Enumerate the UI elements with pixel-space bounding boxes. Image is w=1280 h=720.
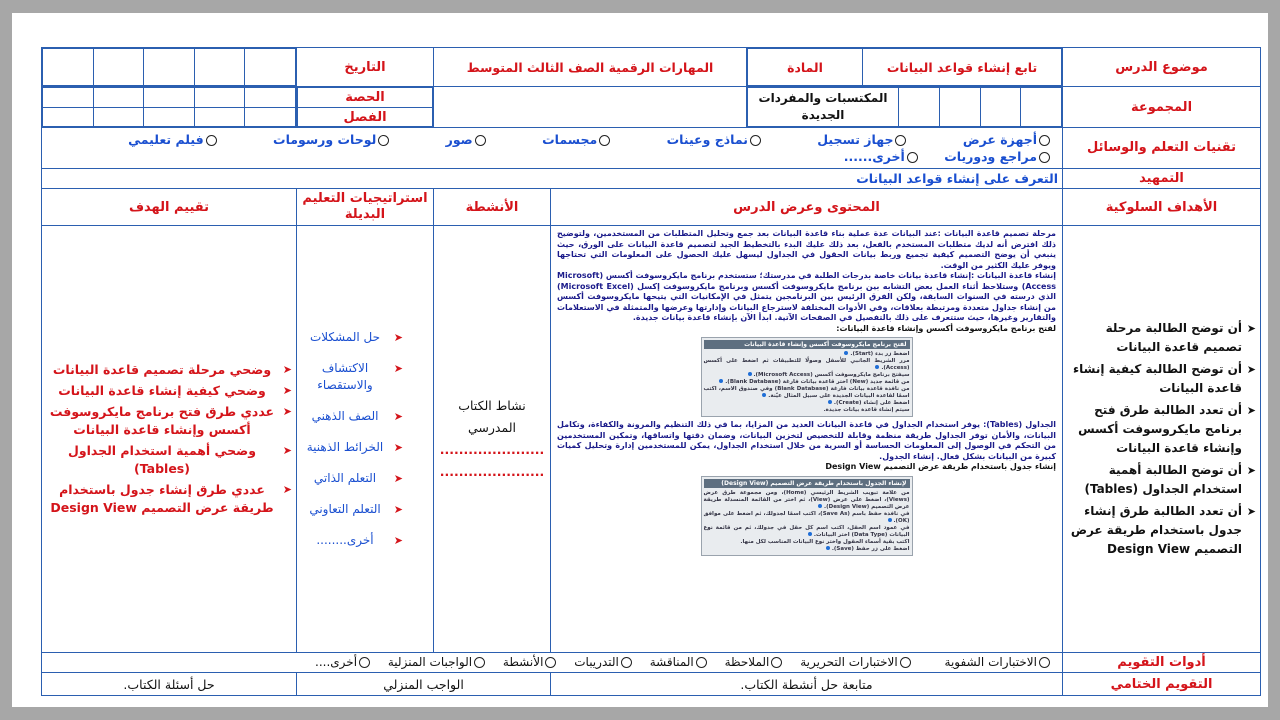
arrow-icon: ➤: [393, 409, 403, 423]
group-grid: [747, 87, 1063, 128]
step-dot-icon: [826, 546, 830, 550]
arrow-icon: ➤: [1246, 321, 1256, 335]
session-class-cell: [297, 87, 434, 128]
screenshot-box-2: [701, 476, 913, 556]
screenshot-1-line: من نافذة قاعدة بيانات فارغة (Blank Database) وفي صندوق الاسم، اكتب اسمًا لقاعدة البيانات الجديدة على سبيل المثال عيّنة.: [703, 386, 910, 400]
class-label: الفصل: [298, 107, 433, 127]
screenshot-2-line: في عمود اسم الحقل، اكتب اسم كل حقل في جدولك، ثم من قائمة نوع البيانات (Data Type) اختر البيانات.: [703, 524, 910, 538]
content-para-1: مرحلة تصميم قاعدة البيانات :عند البيانات عدة عملية بناء قاعدة البيانات بعد جمع وتحليل المتطلبات من المستخدمين، ولتوضيح ذلك افترض أنه لديك متطلبات المستخدم بالفعل، بعد ذلك عليك البدء بالتخطيط الجيد لتصميم قاعدة البيانات على الورق، حيث ينبغي أن يوضح التصميم كيفية تجميع وربط بيانات الحقول في الجداول ليسهل عليك الحصول على المعلومات التي تحتاجها ويوفر عليك الكثير من الوقت.: [557, 229, 1056, 270]
eval-option[interactable]: التدريبات: [574, 655, 634, 669]
radio-icon[interactable]: [475, 135, 486, 146]
assessment-cell: [42, 226, 297, 653]
screenshot-1-line: سيفتح برنامج مايكروسوفت أكسس (Microsoft Access).: [704, 372, 910, 379]
screenshot-1-line: مرر الشريط الجانبي للأسفل وصولًا للتطبيقات ثم اضغط على أكسس (Access).: [703, 358, 910, 372]
radio-icon[interactable]: [599, 135, 610, 146]
strategy-item: ➤ التعلم الذاتي: [313, 470, 403, 485]
date-grid: [42, 48, 297, 87]
page-frame: [12, 13, 1268, 707]
tool-option[interactable]: أخرى......: [844, 148, 920, 165]
assessment-item: ➤ وضحي مرحلة تصميم قاعدة البيانات: [52, 361, 292, 377]
subject-value: تابع إنشاء قواعد البيانات: [863, 49, 1062, 86]
assessment-item: ➤ وضحي أهمية استخدام الجداول (Tables): [67, 442, 292, 476]
assessment-item: ➤ عددي طرق فتح برنامج مايكروسوفت أكسس وإنشاء قاعدة البيانات: [49, 403, 292, 437]
tool-option[interactable]: لوحات ورسومات: [273, 131, 391, 148]
arrow-icon: ➤: [282, 362, 292, 376]
screenshot-1-line: سيتم إنشاء قاعدة بيانات جديدة.: [823, 407, 910, 414]
strategy-item: ➤ الخرائط الذهنية: [306, 439, 403, 454]
arrow-icon: ➤: [1246, 362, 1256, 376]
arrow-icon: ➤: [393, 533, 403, 547]
radio-icon[interactable]: [696, 657, 707, 668]
step-dot-icon: [828, 400, 832, 404]
eval-option[interactable]: المناقشة: [650, 655, 709, 669]
step-dot-icon: [762, 393, 766, 397]
content-para-2: إنشاء قاعدة البيانات :إنشاء قاعدة بيانات خاصة بدرجات الطلبة في مدرستك؛ ستستخدم برنامج مايكروسوفت أكسس (Microsoft Access) وستلاحظ أثناء العمل بعض التشابه بين برنامج مايكروسوفت أكسس وبرنامج مايكروسوفت إكسل (Microsoft Excel) الذي درسته في السنوات السابقة، ولكن الفرق الرئيس بين البرنامجين يتمثل في الإمكانيات التي يتيحها مايكروسوفت أكسس من إنشاء جداول متعددة ومرتبطة بعلاقات، وفي الأدوات المختلفة لاسترجاع البيانات وإدارتها وعرضها والمتمثلة في الاستعلامات والتقارير وغيرها، حيث ستتعرف على ذلك بالتفصيل في الصفحات الآتية. ابدأ الآن بإنشاء قاعدة بيانات جديدة.: [557, 271, 1056, 323]
course-label: المادة: [748, 49, 863, 86]
course-value: المهارات الرقمية الصف الثالث المتوسط: [434, 48, 747, 87]
tool-option[interactable]: فيلم تعليمي: [128, 131, 219, 148]
tools-options: [42, 128, 1063, 168]
intro-value: التعرف على إنشاء قواعد البيانات: [42, 168, 1063, 189]
step-dot-icon: [808, 532, 812, 536]
vocab-value: [434, 87, 747, 128]
activity-textbook: نشاط الكتاب المدرسي: [458, 397, 526, 435]
activities-header: الأنشطة: [434, 189, 551, 226]
eval-option[interactable]: الاختبارات الشفوية: [945, 655, 1052, 669]
step-dot-icon: [875, 365, 879, 369]
arrow-icon: ➤: [393, 330, 403, 344]
arrow-icon: ➤: [393, 440, 403, 454]
subject-cell: [747, 48, 1063, 87]
radio-icon[interactable]: [750, 135, 761, 146]
final-label: التقويم الختامي: [1063, 673, 1261, 696]
screenshot-1-title: لفتح برنامج مايكروسوفت أكسس وإنشاء قاعدة البيانات: [704, 340, 910, 349]
radio-icon[interactable]: [1039, 135, 1050, 146]
strategies-cell: [297, 226, 434, 653]
arrow-icon: ➤: [393, 502, 403, 516]
eval-option[interactable]: الاختبارات التحريرية: [800, 655, 912, 669]
lesson-plan: [41, 47, 1260, 696]
step-dot-icon: [719, 379, 723, 383]
tool-option[interactable]: نماذج وعينات: [667, 131, 763, 148]
activity-blank-1: ......................: [439, 441, 545, 457]
arrow-icon: ➤: [393, 361, 403, 375]
screenshot-box-1: [701, 337, 913, 417]
step-dot-icon: [748, 372, 752, 376]
content-header: المحتوى وعرض الدرس: [551, 189, 1063, 226]
arrow-icon: ➤: [282, 383, 292, 397]
radio-icon[interactable]: [1039, 657, 1050, 668]
strategy-item: ➤ التعلم التعاوني: [309, 501, 403, 516]
radio-icon[interactable]: [907, 152, 918, 163]
subject-label: موضوع الدرس: [1063, 48, 1261, 87]
eval-option[interactable]: الملاحظة: [725, 655, 785, 669]
eval-option[interactable]: الواجبات المنزلية: [388, 655, 487, 669]
strategy-item: ➤ الصف الذهني: [311, 408, 403, 423]
content-cell: [551, 226, 1063, 653]
session-label: الحصة: [298, 88, 433, 108]
radio-icon[interactable]: [206, 135, 217, 146]
screenshot-2-line: اضغط على زر حفظ (Save).: [704, 546, 910, 553]
arrow-icon: ➤: [1246, 463, 1256, 477]
assessment-header: تقييم الهدف: [42, 189, 297, 226]
arrow-icon: ➤: [1246, 504, 1256, 518]
step-dot-icon: [844, 351, 848, 355]
screenshot-2-line: في نافذة حفظ باسم (Save As)، اكتب اسمًا لجدولك، ثم اضغط على موافق (OK).: [703, 510, 910, 524]
goal-item: ➤ أن تعدد الطالبة طرق فتح برنامج مايكروسوفت أكسس وإنشاء قاعدة البيانات: [1078, 402, 1256, 455]
tool-option[interactable]: مجسمات: [542, 131, 612, 148]
eval-option[interactable]: الأنشطة: [503, 655, 559, 669]
step-dot-icon: [888, 518, 892, 522]
homework-value: حل أسئلة الكتاب.: [42, 673, 297, 696]
screenshot-1-line: اضغط زر بدء (Start).: [704, 351, 910, 358]
goal-item: ➤ أن توضح الطالبة كيفية إنشاء قاعدة البيانات: [1073, 361, 1256, 395]
radio-icon[interactable]: [900, 657, 911, 668]
radio-icon[interactable]: [359, 657, 370, 668]
screenshot-2-line: من علامة تبويب الشريط الرئيسي (Home)، ومن مجموعة طرق عرض (Views)، اضغط على عرض (View)، ثم اختر من القائمة المنسدلة طريقة عرض التصميم (Design View).: [703, 489, 910, 510]
goals-cell: [1063, 226, 1261, 653]
screenshot-2-title: لإنشاء الجدول باستخدام طريقة عرض التصميم (Design View): [704, 479, 910, 488]
date-label: التاريخ: [297, 48, 434, 87]
goals-header: الأهداف السلوكية: [1063, 189, 1261, 226]
strategies-header: استراتيجيات التعليم البديلة: [297, 189, 434, 226]
tool-option[interactable]: جهاز تسجيل: [817, 131, 908, 148]
radio-icon[interactable]: [895, 135, 906, 146]
assessment-item: ➤ عددي طرق إنشاء جدول باستخدام طريقة عرض التصميم Design View: [50, 481, 292, 515]
radio-icon[interactable]: [1039, 152, 1050, 163]
vocab-label: المكتسبات والمفردات الجديدة: [748, 88, 899, 127]
goal-item: ➤ أن توضح الطالبة مرحلة تصميم قاعدة البيانات: [1105, 320, 1256, 354]
radio-icon[interactable]: [545, 657, 556, 668]
session-grid: [42, 87, 297, 128]
radio-icon[interactable]: [378, 135, 389, 146]
arrow-icon: ➤: [282, 404, 292, 418]
activities-cell: [434, 226, 551, 653]
tool-option[interactable]: صور: [446, 131, 488, 148]
intro-label: التمهيد: [1063, 168, 1261, 189]
arrow-icon: ➤: [282, 482, 292, 496]
assessment-item: ➤ وضحي كيفية إنشاء قاعدة البيانات: [58, 382, 292, 398]
goal-item: ➤ أن توضح الطالبة أهمية استخدام الجداول (Tables): [1084, 462, 1256, 496]
activity-blank-2: ......................: [439, 463, 545, 479]
tool-option[interactable]: أجهزة عرض: [963, 131, 1052, 148]
tools-label: تقنيات التعلم والوسائل: [1063, 128, 1261, 168]
radio-icon[interactable]: [621, 657, 632, 668]
lesson-plan-table: [41, 47, 1261, 696]
content-para-3: الجداول (Tables): يوفر استخدام الجداول في قاعدة البيانات العديد من المزايا، بما في ذلك التنظيم والمرونة والكفاءة، وتكامل البيانات، والأمان توفر الجداول طريقة منظمة وقابلة للتخصيص لتخزين البيانات، وضمان دقتها واتساقها، وتمكين المستخدمين من التحكم في الوصول إلى المعلومات الحساسة أو السرية من خلال استخدام الجداول، يمكن للمستخدمين إدارة وتحليل كميات كبيرة من البيانات بشكل فعال. إنشاء الجدول.: [557, 420, 1056, 461]
screenshot-2-line: اكتب بقية أسماء الحقول واختر نوع البيانات المناسب لكل منها.: [740, 538, 910, 545]
radio-icon[interactable]: [474, 657, 485, 668]
strategy-item: ➤ أخرى........: [316, 532, 403, 547]
radio-icon[interactable]: [771, 657, 782, 668]
content-heading-1: لفتح برنامج مايكروسوفت أكسس وإنشاء قاعدة البيانات:: [836, 323, 1056, 333]
step-dot-icon: [818, 504, 822, 508]
eval-option[interactable]: أخرى....: [315, 655, 372, 669]
strategy-item: ➤ الاكتشاف والاستقصاء: [317, 360, 403, 392]
goal-item: ➤ أن تعدد الطالبة طرق إنشاء جدول باستخدام طريقة عرض التصميم Design View: [1070, 503, 1256, 556]
group-label: المجموعة: [1063, 87, 1261, 128]
arrow-icon: ➤: [393, 471, 403, 485]
eval-tools-options: [42, 652, 1063, 673]
homework-label: الواجب المنزلي: [297, 673, 551, 696]
tool-option[interactable]: مراجع ودوريات: [944, 148, 1052, 165]
arrow-icon: ➤: [282, 443, 292, 457]
strategy-item: ➤ حل المشكلات: [309, 329, 403, 344]
arrow-icon: ➤: [1246, 403, 1256, 417]
eval-tools-label: أدوات التقويم: [1063, 652, 1261, 673]
screenshot-1-line: اضغط على إنشاء (Create).: [704, 400, 910, 407]
screenshot-1-line: من قائمة جديد (New) اختر قاعدة بيانات فارغة (Blank Database).: [704, 379, 910, 386]
final-value: متابعة حل أنشطة الكتاب.: [551, 673, 1063, 696]
content-heading-2: إنشاء جدول باستخدام طريقة عرض التصميم Design View: [825, 462, 1056, 472]
